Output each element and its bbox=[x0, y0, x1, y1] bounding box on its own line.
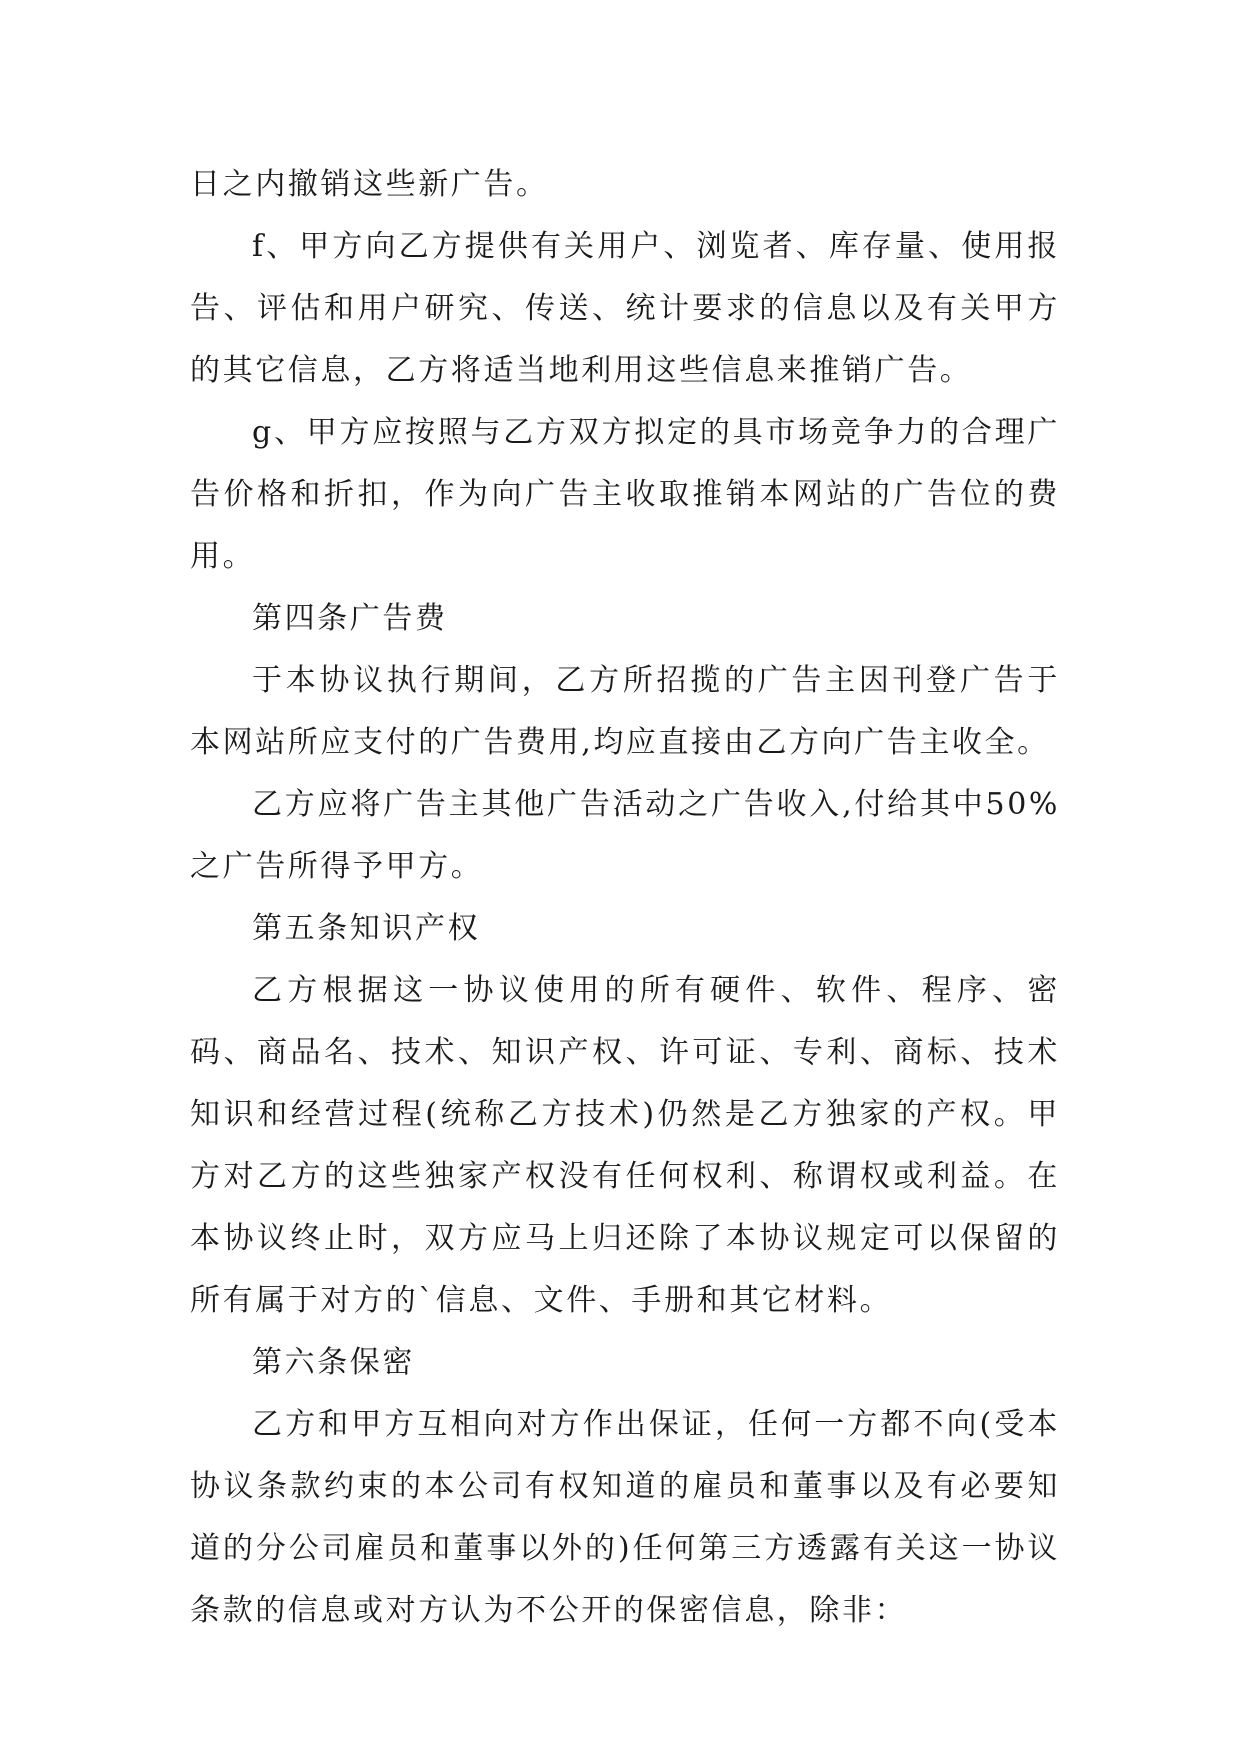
paragraph-intellectual-property: 乙方根据这一协议使用的所有硬件、软件、程序、密码、商品名、技术、知识产权、许可证、专利、商标、技术知识和经营过程(统称乙方技术)仍然是乙方独家的产权。甲方对乙方的这些独家产权没有任何权利、称谓权或利益。在本协议终止时，双方应马上归还除了本协议规定可以保留的所有属于对方的`信息、文件、手册和其它材料。 bbox=[190, 973, 1060, 1318]
paragraph-clause-f: f、甲方向乙方提供有关用户、浏览者、库存量、使用报告、评估和用户研究、传送、统计要求的信息以及有关甲方的其它信息，乙方将适当地利用这些信息来推销广告。 bbox=[190, 229, 1060, 388]
paragraph-ad-revenue-share: 乙方应将广告主其他广告活动之广告收入,付给其中50%之广告所得予甲方。 bbox=[190, 787, 1060, 884]
paragraph-ad-fee-collection: 于本协议执行期间，乙方所招揽的广告主因刊登广告于本网站所应支付的广告费用,均应直接由乙方向广告主收全。 bbox=[190, 663, 1060, 760]
paragraph-clause-g: g、甲方应按照与乙方双方拟定的具市场竞争力的合理广告价格和折扣，作为向广告主收取推销本网站的广告位的费用。 bbox=[190, 415, 1060, 574]
paragraph-continuation: 日之内撤销这些新广告。 bbox=[190, 167, 549, 202]
section-heading-article-4: 第四条广告费 bbox=[252, 601, 448, 636]
document-page bbox=[190, 154, 1060, 1642]
section-heading-article-5: 第五条知识产权 bbox=[252, 911, 481, 946]
paragraph-confidentiality: 乙方和甲方互相向对方作出保证，任何一方都不向(受本协议条款约束的本公司有权知道的雇员和董事以及有必要知道的分公司雇员和董事以外的)任何第三方透露有关这一协议条款的信息或对方认为不公开的保密信息，除非： bbox=[190, 1407, 1060, 1628]
section-heading-article-6: 第六条保密 bbox=[252, 1345, 415, 1380]
